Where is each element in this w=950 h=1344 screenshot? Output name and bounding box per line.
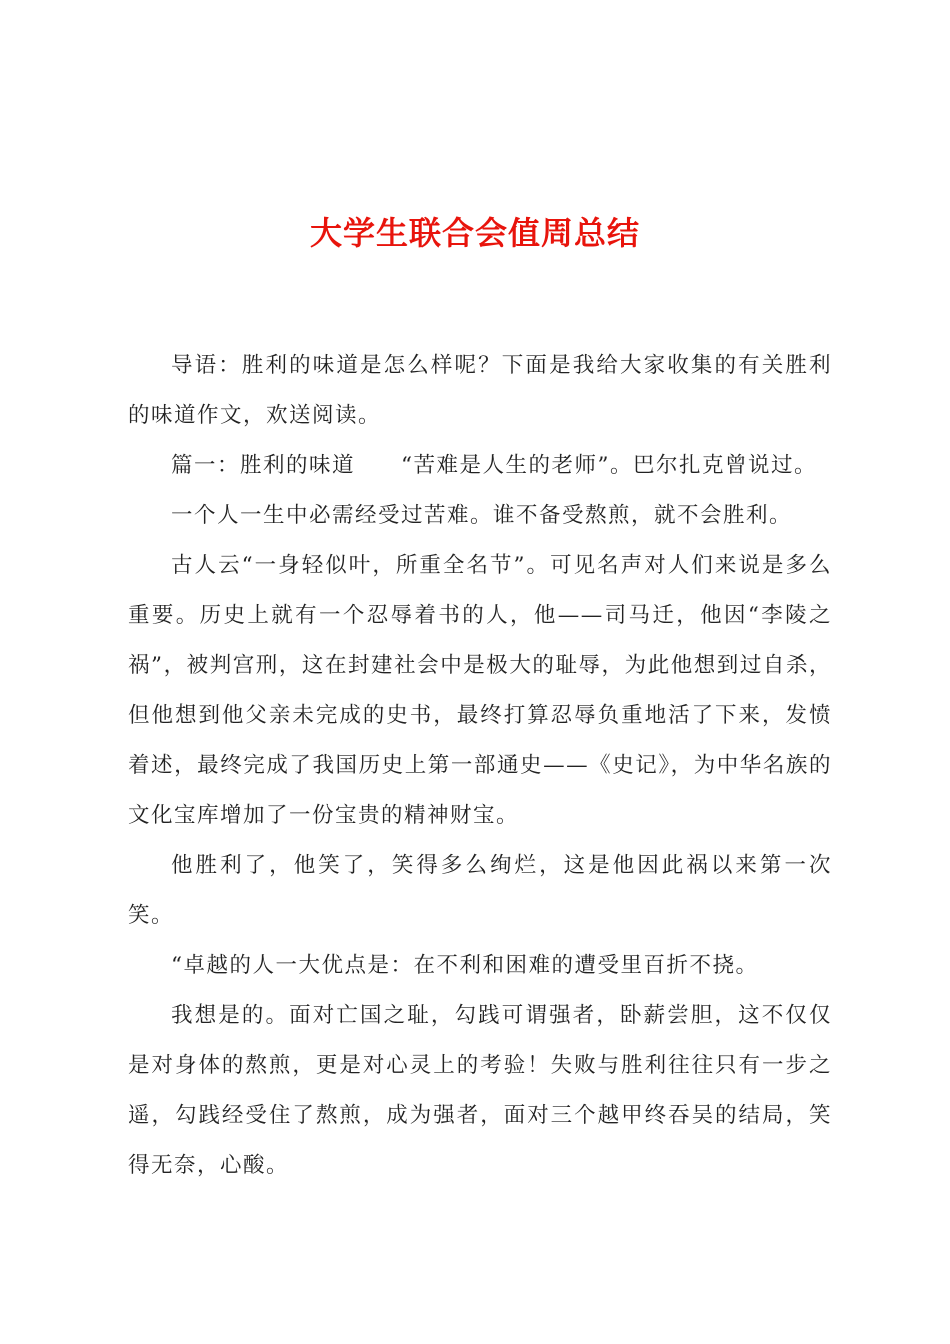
document-body — [128, 341, 832, 1191]
paragraph-he-won: 他胜利了，他笑了，笑得多么绚烂，这是他因此祸以来第一次笑。 — [128, 853, 832, 928]
paragraph-quote: “卓越的人一大优点是：在不利和困难的遭受里百折不挠。 — [171, 953, 759, 978]
paragraph-intro: 导语：胜利的味道是怎么样呢？下面是我给大家收集的有关胜利的味道作文，欢送阅读。 — [128, 353, 832, 428]
paragraph-sima-qian: 古人云“一身轻似叶，所重全名节”。可见名声对人们来说是多么重要。历史上就有一个忍辱着书的人，他——司马迁，他因“李陵之祸”，被判宫刑，这在封建社会中是极大的耻辱，为此他想到过自杀，但他想到他父亲未完成的史书，最终打算忍辱负重地活了下来，发愤着述，最终完成了我国历史上第一部通史——《史记》，为中华名族的文化宝库增加了一份宝贵的精神财宝。 — [128, 553, 832, 828]
document-title: 大学生联合会值周总结 — [309, 214, 640, 252]
paragraph-goujian: 我想是的。面对亡国之耻，勾践可谓强者，卧薪尝胆，这不仅仅是对身体的熬煎，更是对心灵上的考验！失败与胜利往往只有一步之遥，勾践经受住了熬煎，成为强者，面对三个越甲终吞吴的结局，笑得无奈，心酸。 — [128, 1003, 832, 1178]
paragraph-hardship: 一个人一生中必需经受过苦难。谁不备受熬煎，就不会胜利。 — [171, 503, 793, 528]
paragraph-chapter-heading: 篇一：胜利的味道 “苦难是人生的老师”。巴尔扎克曾说过。 — [171, 453, 817, 478]
